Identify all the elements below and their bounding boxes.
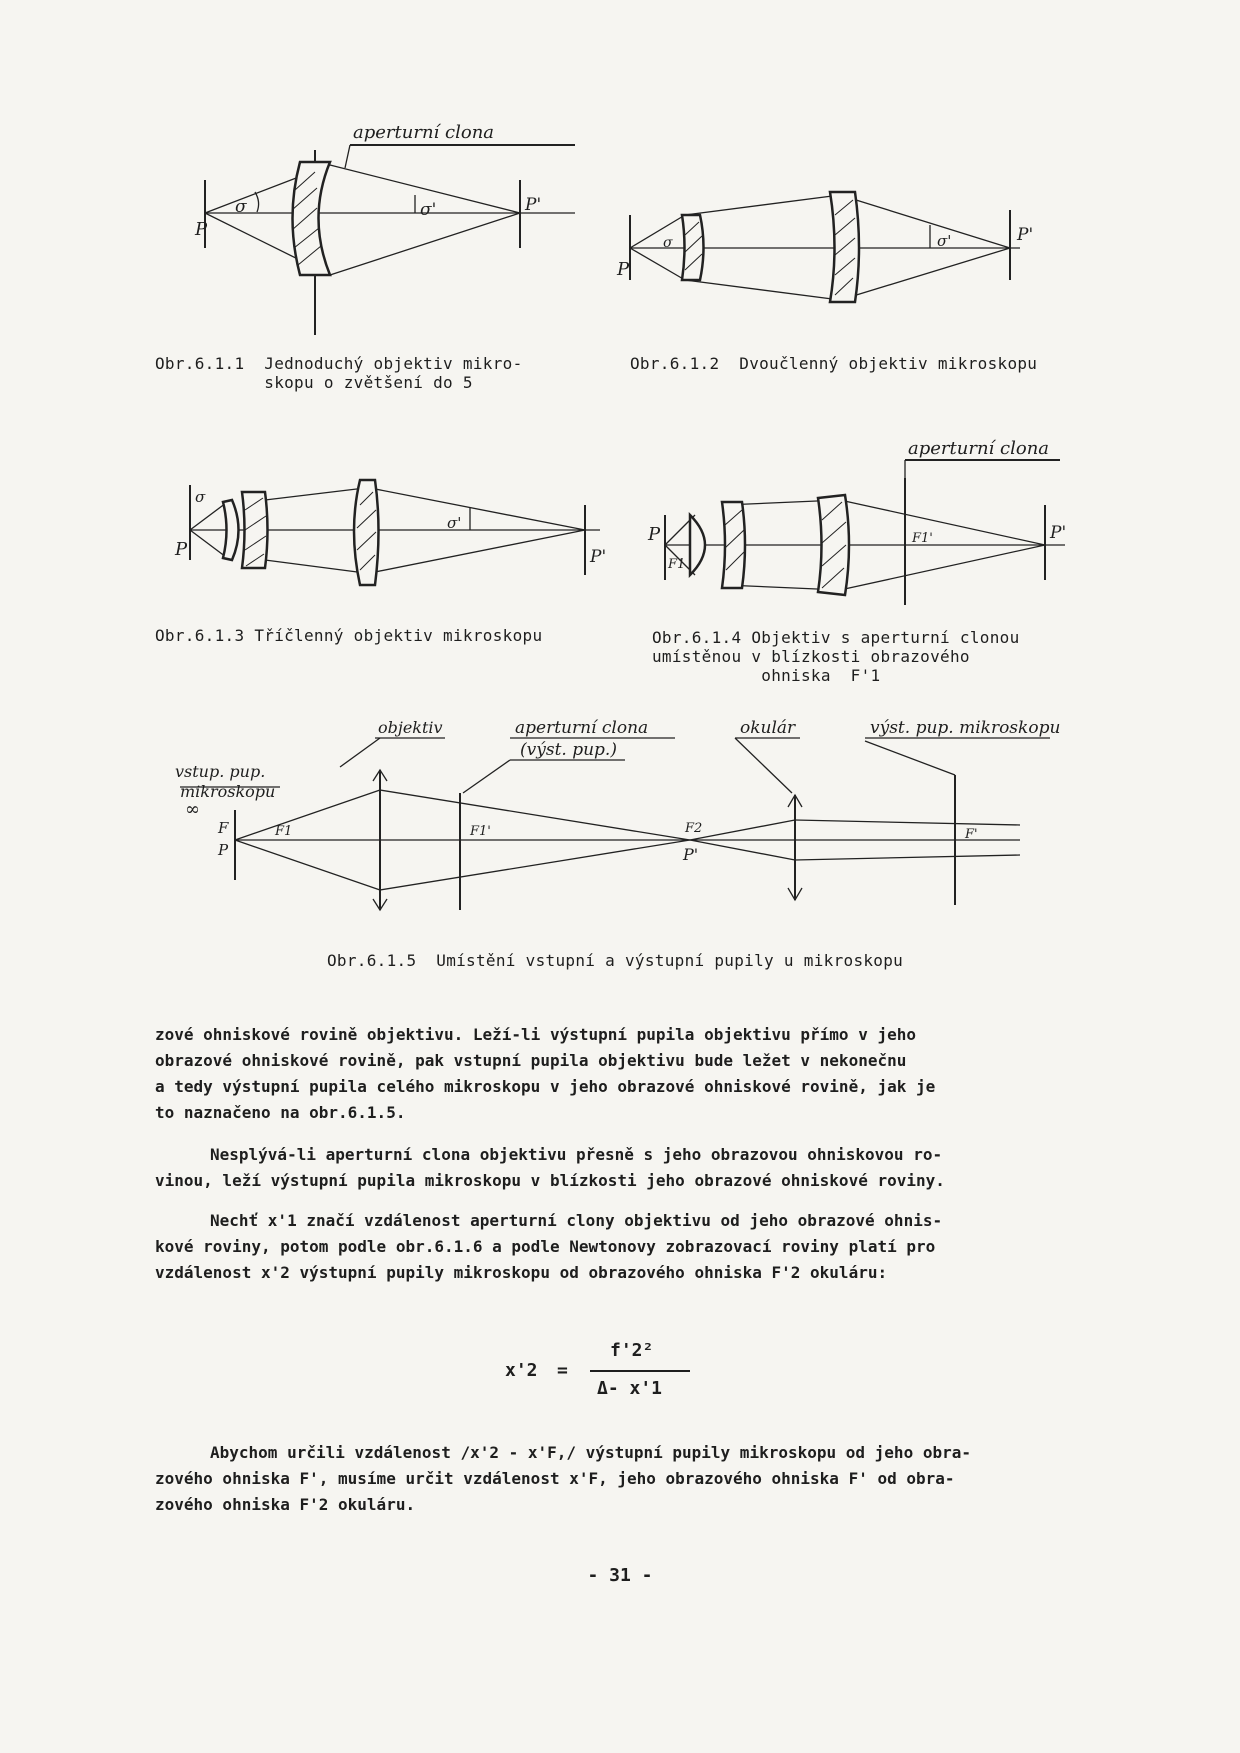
fig4-label-f1: F1 xyxy=(668,557,686,572)
text-line: to naznačeno na obr.6.1.5. xyxy=(155,1103,406,1122)
fig1-label-aperture: aperturní clona xyxy=(353,122,495,143)
fig5-label-f1p: F1' xyxy=(470,824,491,839)
paragraph-4 xyxy=(155,1440,1085,1518)
text-line: a tedy výstupní pupila celého mikroskopu v jeho obrazové ohniskové rovině, jak je xyxy=(155,1077,936,1096)
text-line: zové ohniskové rovině objektivu. Leží-li výstupní pupila objektivu přímo v jeho xyxy=(155,1025,916,1044)
text-line: vzdálenost x'2 výstupní pupily mikroskopu od obrazového ohniska F'2 okuláru: xyxy=(155,1263,888,1282)
fig5-label-clona: aperturní clona xyxy=(515,718,649,738)
fig2-label-pp: P' xyxy=(1017,225,1034,245)
fig5-label-f2: F2 xyxy=(685,821,703,836)
page-number: - 31 - xyxy=(587,1565,653,1586)
fig5-label-infinity: ∞ xyxy=(185,799,200,820)
caption-6-1-5: Obr.6.1.5 Umístění vstupní a výstupní pupily u mikroskopu xyxy=(327,951,904,970)
fig3-label-sigma: σ xyxy=(195,488,206,506)
paragraph-2 xyxy=(155,1142,1085,1194)
text-line: vinou, leží výstupní pupila mikroskopu v blízkosti jeho obrazové ohniskové roviny. xyxy=(155,1171,945,1190)
fig3-label-p: P xyxy=(175,539,188,560)
text-line: kové roviny, potom podle obr.6.1.6 a podle Newtonovy zobrazovací roviny platí pro xyxy=(155,1237,936,1256)
fig5-label-pp: P' xyxy=(683,845,699,864)
fig5-label-vstup: vstup. pup. xyxy=(175,762,266,781)
caption-6-1-2: Obr.6.1.2 Dvoučlenný objektiv mikroskopu xyxy=(630,354,1038,373)
fig1-label-p: P xyxy=(195,219,208,240)
fig1-label-sigma-p: σ' xyxy=(420,200,437,220)
fig2-label-sigma: σ xyxy=(663,235,673,251)
formula-numerator: f'2² xyxy=(610,1340,654,1361)
fig4-label-aperture: aperturní clona xyxy=(908,438,1050,459)
fig5-label-objektiv: objektiv xyxy=(378,718,443,737)
fig4-label-p: P xyxy=(648,524,661,545)
fig1-label-sigma: σ xyxy=(235,197,247,217)
fig5-label-okular: okulár xyxy=(740,718,796,738)
fig5-label-fp: F' xyxy=(965,827,978,842)
caption-6-1-3: Obr.6.1.3 Tříčlenný objektiv mikroskopu xyxy=(155,626,543,645)
fig4-label-pp: P' xyxy=(1050,523,1067,543)
text-line: Nechť x'1 značí vzdálenost aperturní clony objektivu od jeho obrazové ohnis- xyxy=(210,1211,943,1230)
fig2-label-p: P xyxy=(617,259,630,280)
figure-6-1-5 xyxy=(175,715,1061,930)
fig5-label-clona2: (výst. pup.) xyxy=(520,740,617,760)
text-line: zového ohniska F', musíme určit vzdálenost x'F, jeho obrazového ohniska F' od obra- xyxy=(155,1469,955,1488)
figure-6-1-2 xyxy=(617,180,1045,310)
fig1-label-pp: P' xyxy=(525,195,542,215)
text-line: zového ohniska F'2 okuláru. xyxy=(155,1495,416,1514)
paragraph-1 xyxy=(155,1022,1085,1126)
text-line: obrazové ohniskové rovině, pak vstupní pupila objektivu bude ležet v nekonečnu xyxy=(155,1051,907,1070)
fig5-label-f: F xyxy=(218,819,229,837)
caption-6-1-1: Obr.6.1.1 Jednoduchý objektiv mikro- skopu o zvětšení do 5 xyxy=(155,354,523,392)
caption-6-1-4: Obr.6.1.4 Objektiv s aperturní clonou umístěnou v blízkosti obrazového ohniska F'1 xyxy=(652,628,1020,685)
fig5-label-p: P xyxy=(218,841,229,859)
fig5-label-f1: F1 xyxy=(275,824,293,839)
fraction-bar xyxy=(590,1370,690,1372)
formula-lhs: x'2 xyxy=(505,1360,538,1381)
text-line: Nesplývá-li aperturní clona objektivu přesně s jeho obrazovou ohniskovou ro- xyxy=(210,1145,943,1164)
text-line: Abychom určili vzdálenost /x'2 - x'F,/ výstupní pupily mikroskopu od jeho obra- xyxy=(210,1443,971,1462)
formula-denominator: Δ- x'1 xyxy=(597,1378,663,1399)
formula-eq: = xyxy=(557,1360,568,1381)
figure-6-1-3 xyxy=(170,470,620,600)
fig5-label-vyst: výst. pup. mikroskopu xyxy=(870,718,1061,738)
fig3-label-pp: P' xyxy=(590,547,607,567)
figure-6-1-4 xyxy=(650,430,1080,610)
fig3-label-sigma-p: σ' xyxy=(447,514,462,532)
paragraph-3 xyxy=(155,1208,1085,1286)
fig4-label-f1p: F1' xyxy=(912,531,933,546)
figure-6-1-1 xyxy=(195,120,595,345)
fig5-label-vstup2: mikroskopu xyxy=(180,782,276,801)
formula xyxy=(505,1340,705,1410)
fig2-label-sigma-p: σ' xyxy=(937,232,952,250)
